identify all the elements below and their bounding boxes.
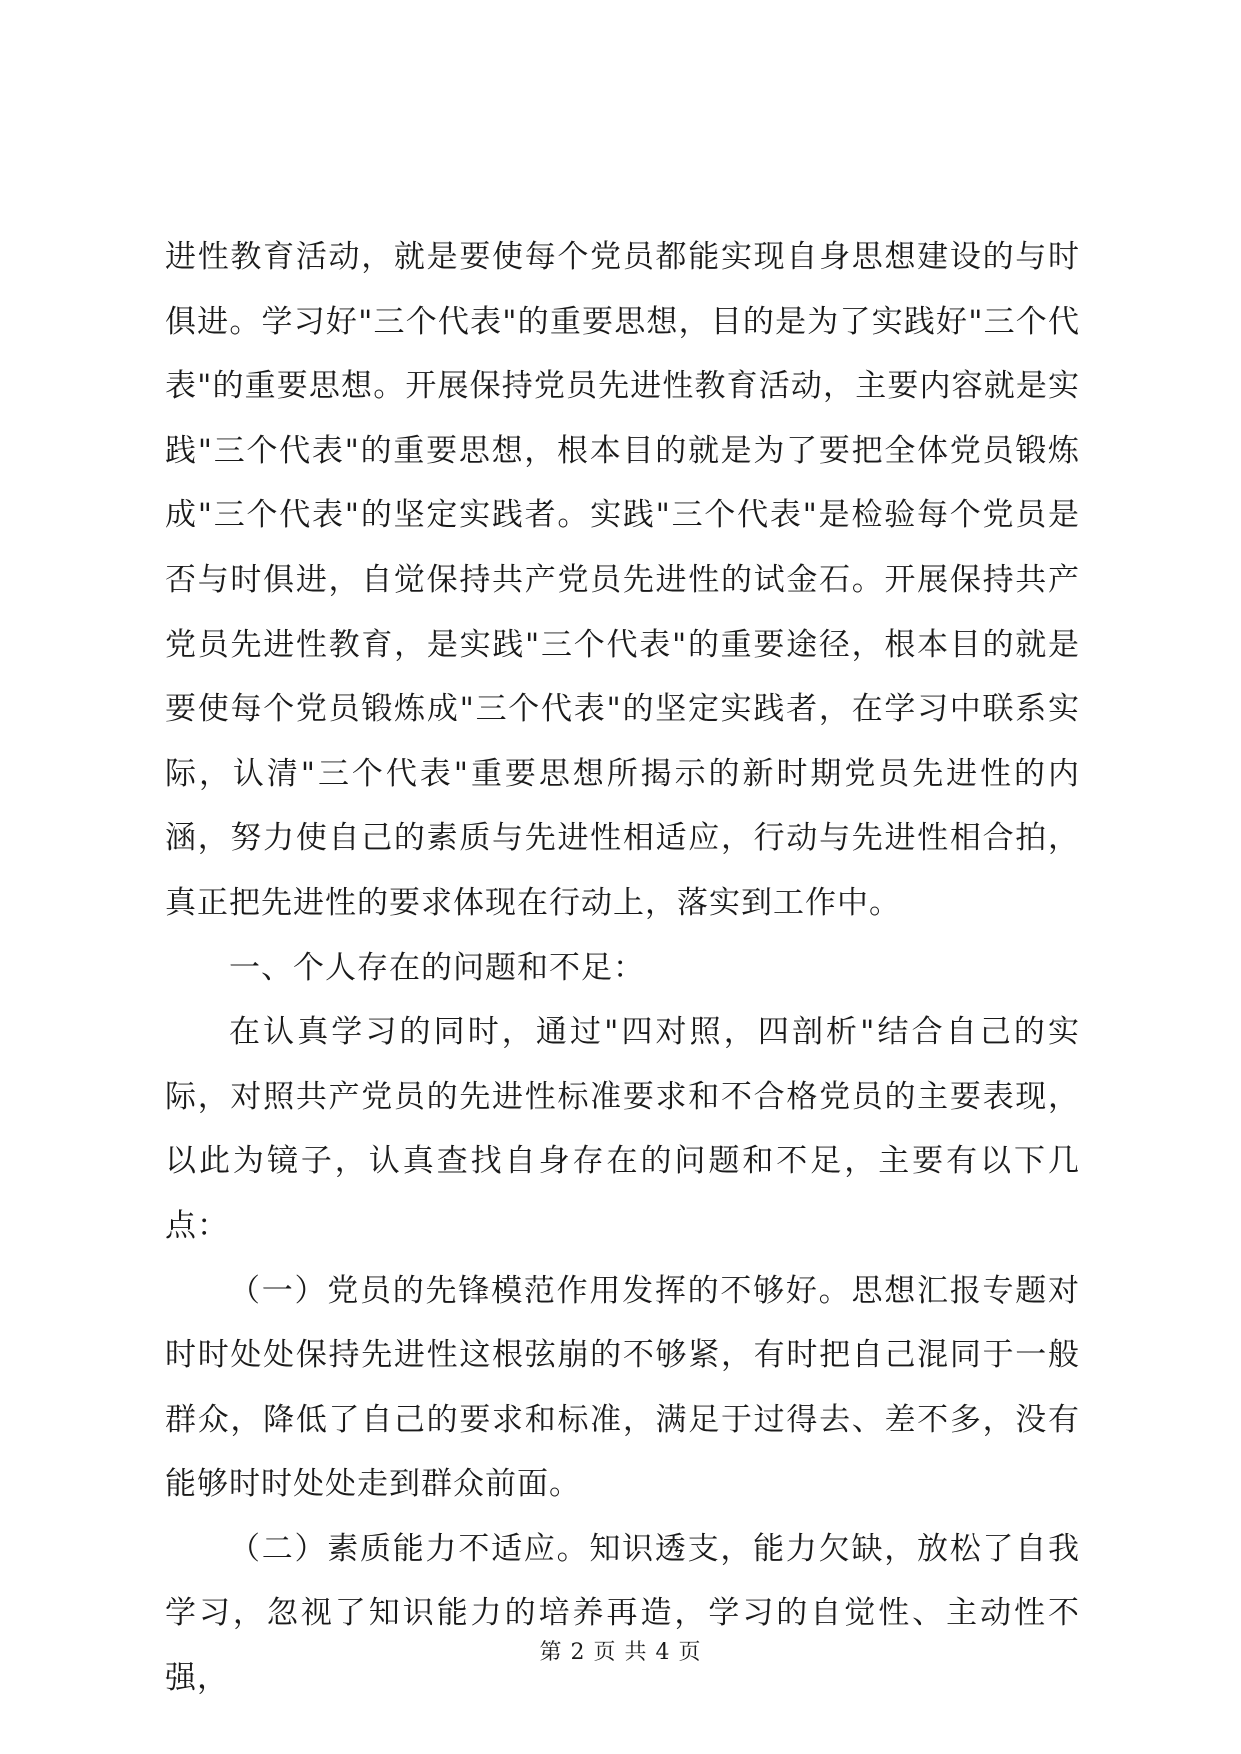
paragraph-point-two: （二）素质能力不适应。知识透支，能力欠缺，放松了自我学习，忽视了知识能力的培养再造，学习的自觉性、主动性不强，: [165, 1530, 1080, 1697]
paragraph-self-review: 在认真学习的同时，通过"四对照，四剖析"结合自己的实际，对照共产党员的先进性标准要求和不合格党员的主要表现，以此为镜子，认真查找自身存在的问题和不足，主要有以下几点：: [165, 1014, 1080, 1244]
section-heading-problems: 一、个人存在的问题和不足：: [229, 949, 645, 986]
page-footer: [0, 1638, 1241, 1668]
document-body: [165, 225, 1080, 1711]
paragraph-continuation: 进性教育活动，就是要使每个党员都能实现自身思想建设的与时俱进。学习好"三个代表"的重要思想，目的是为了实践好"三个代表"的重要思想。开展保持党员先进性教育活动，主要内容就是实践"三个代表"的重要思想，根本目的就是为了要把全体党员锻炼成"三个代表"的坚定实践者。实践"三个代表"是检验每个党员是否与时俱进，自觉保持共产党员先进性的试金石。开展保持共产党员先进性教育，是实践"三个代表"的重要途径，根本目的就是要使每个党员锻炼成"三个代表"的坚定实践者，在学习中联系实际，认清"三个代表"重要思想所揭示的新时期党员先进性的内涵，努力使自己的素质与先进性相适应，行动与先进性相合拍，真正把先进性的要求体现在行动上，落实到工作中。: [165, 239, 1080, 921]
paragraph-point-one: （一）党员的先锋模范作用发挥的不够好。思想汇报专题对时时处处保持先进性这根弦崩的不够紧，有时把自己混同于一般群众，降低了自己的要求和标准，满足于过得去、差不多，没有能够时时处处走到群众前面。: [165, 1272, 1080, 1503]
page-number-label: 第 2 页 共 4 页: [539, 1640, 702, 1665]
